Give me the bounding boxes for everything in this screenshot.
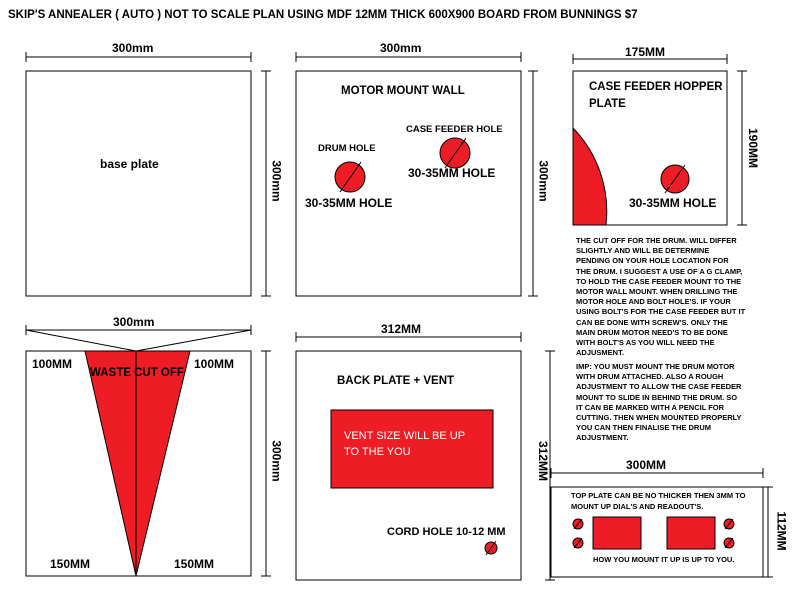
waste-top-left-label: 100MM [32, 357, 73, 371]
hopper-label-line1: CASE FEEDER HOPPER [589, 81, 723, 93]
drum-hole-size: 30-35MM HOLE [305, 196, 393, 210]
vent-label-line1: VENT SIZE WILL BE UP [344, 430, 466, 442]
back-plate-width-label: 312MM [381, 322, 422, 336]
case-feeder-hole-label: CASE FEEDER HOLE [406, 124, 503, 135]
base-plate-width-label: 300mm [112, 41, 154, 55]
drum-hole-marker [335, 162, 365, 192]
motor-mount-outline [296, 71, 521, 296]
waste-plate-width-label: 300mm [113, 315, 155, 329]
waste-top-right-label: 100MM [194, 357, 235, 371]
top-plate-note-bottom: HOW YOU MOUNT IT UP IS UP TO YOU. [593, 555, 735, 564]
back-plate-height-label: 312MM [536, 440, 551, 482]
case-feeder-hole-size: 30-35MM HOLE [408, 166, 496, 180]
top-plate-width-label: 300MM [626, 458, 667, 472]
hopper-height-label: 190MM [746, 127, 761, 169]
dial-cutout-left [593, 517, 641, 549]
cord-hole-label: CORD HOLE 10-12 MM [387, 526, 506, 538]
drum-hole-label: DRUM HOLE [318, 143, 376, 154]
base-plate-outline [26, 71, 251, 296]
imp-note: IMP: YOU MUST MOUNT THE DRUM MOTOR WITH DRUM ATTACHED. ALSO A ROUGH ADJUSTMENT TO ALLOW THE CASE FEEDER MOUNT TO SLIDE IN BEHIND THE DRUM. SO IT CAN BE MARKED WITH A PENCIL FOR CUTTING. THEN WHEN MOUNTED PROPERLY YOU CAN THEN FINALISE THE DRUM ADJUSTMENT. [576, 362, 742, 443]
base-plate-label: base plate [100, 157, 159, 171]
base-plate-height-label: 300mm [269, 160, 284, 202]
hopper-width-label: 175MM [625, 45, 666, 59]
waste-cut-off-label: WASTE CUT OFF [90, 367, 184, 379]
hopper-hole-size: 30-35MM HOLE [629, 196, 717, 210]
top-plate-note-line2: MOUNT UP DIAL'S AND READOUT'S. [571, 502, 704, 511]
waste-bottom-right-label: 150MM [174, 557, 215, 571]
motor-mount-label: MOTOR MOUNT WALL [341, 85, 465, 97]
hopper-label-line2: PLATE [589, 98, 626, 110]
waste-plate-guide-right [136, 330, 251, 351]
cut-off-note: THE CUT OFF FOR THE DRUM. WILL DIFFER SLIGHTLY AND WILL BE DETERMINE PENDING ON YOUR HOLE LOCATION FOR THE DRUM. I SUGGEST A USE OF A G CLAMP, TO HOLD THE CASE FEEDER MOUNT TO THE MOTOR WALL MOUNT. WHEN DRILLING THE MOTOR HOLE AND BOLT HOLE'S. IF YOUR USING BOLT'S FOR THE CASE FEEDER BUT IT CAN BE DONE WITH SCREW'S. ONLY THE MAIN DRUM MOTOR NEED'S TO BE DONE WITH BOLT'S AS YOU WILL NEED THE ADJUSMENT. [576, 236, 746, 358]
top-plate-height-dimension [763, 487, 773, 577]
page-title: SKIP'S ANNEALER ( AUTO ) NOT TO SCALE PLAN USING MDF 12MM THICK 600X900 BOARD FROM BUNNINGS $7 [8, 9, 638, 21]
top-plate-height-label: 112MM [774, 511, 789, 551]
hopper-hole-marker [661, 165, 689, 193]
motor-mount-width-label: 300mm [380, 41, 422, 55]
waste-plate-height-label: 300mm [269, 440, 284, 482]
cord-hole-marker [485, 541, 497, 555]
top-plate-note-line1: TOP PLATE CAN BE NO THICKER THEN 3MM TO [571, 491, 746, 500]
case-feeder-hole-marker [440, 138, 470, 168]
motor-mount-height-label: 300mm [536, 160, 551, 202]
back-plate-label: BACK PLATE + VENT [337, 375, 455, 387]
waste-plate-guide-left [26, 330, 136, 351]
vent-label-line2: TO THE YOU [344, 446, 411, 458]
dial-cutout-right [667, 517, 715, 549]
waste-bottom-left-label: 150MM [50, 557, 91, 571]
